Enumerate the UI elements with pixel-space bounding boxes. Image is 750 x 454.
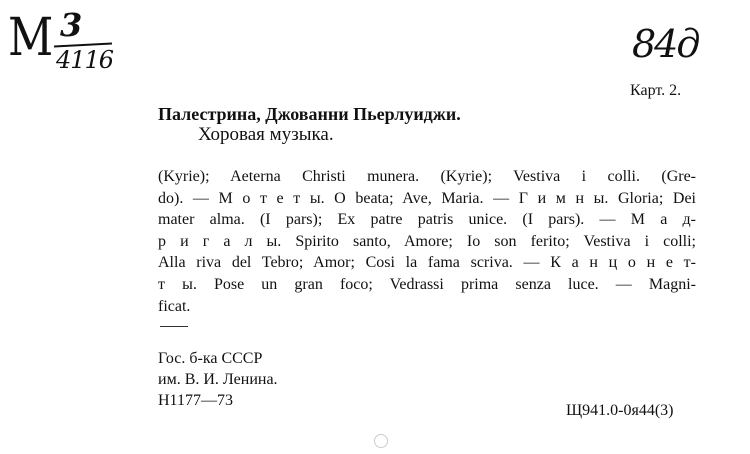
handwritten-fraction-top: 3 [60,6,83,44]
separator-line [160,326,188,327]
contents-line: ficat. [158,297,191,315]
handwritten-number: 84д [632,22,699,66]
contents-line: р и г а л ы. Spirito santo, Amore; Io son ferito; Vestiva i colli; [158,232,696,250]
contents-note [158,166,696,317]
card-print-number: Н1177—73 [158,392,233,409]
author-heading: Палестрина, Джованни Пьерлуиджи. [158,104,461,124]
contents-line: mater alma. (I pars); Ex patre patris unice. (I pars). — М а д- [158,211,696,229]
work-title: Хоровая музыка. [198,124,334,145]
contents-line: (Kyrie); Aeterna Christi munera. (Kyrie); Vestiva i colli. (Gre- [158,168,696,185]
handwritten-letter: М [8,8,52,68]
contents-line: т ы. Pose un gran foco; Vedrassi prima senza luce. — Magni- [158,275,696,293]
classification-code: Щ941.0-0я44(3) [566,402,674,419]
contents-line: do). — М о т е т ы. O beata; Ave, Maria. — Г и м н ы. Gloria; Dei [158,189,696,207]
punch-hole [374,434,388,448]
handwritten-fraction-bottom: 4116 [56,46,114,74]
library-named-after: им. В. И. Ленина. [158,371,278,388]
library-name: Гос. б-ка СССР [158,350,263,367]
contents-line: Alla riva del Tebro; Amor; Cosi la fama scriva. — К а н ц о н е т- [158,254,696,272]
library-imprint [158,348,278,411]
card-number-label: Карт. 2. [630,82,682,99]
